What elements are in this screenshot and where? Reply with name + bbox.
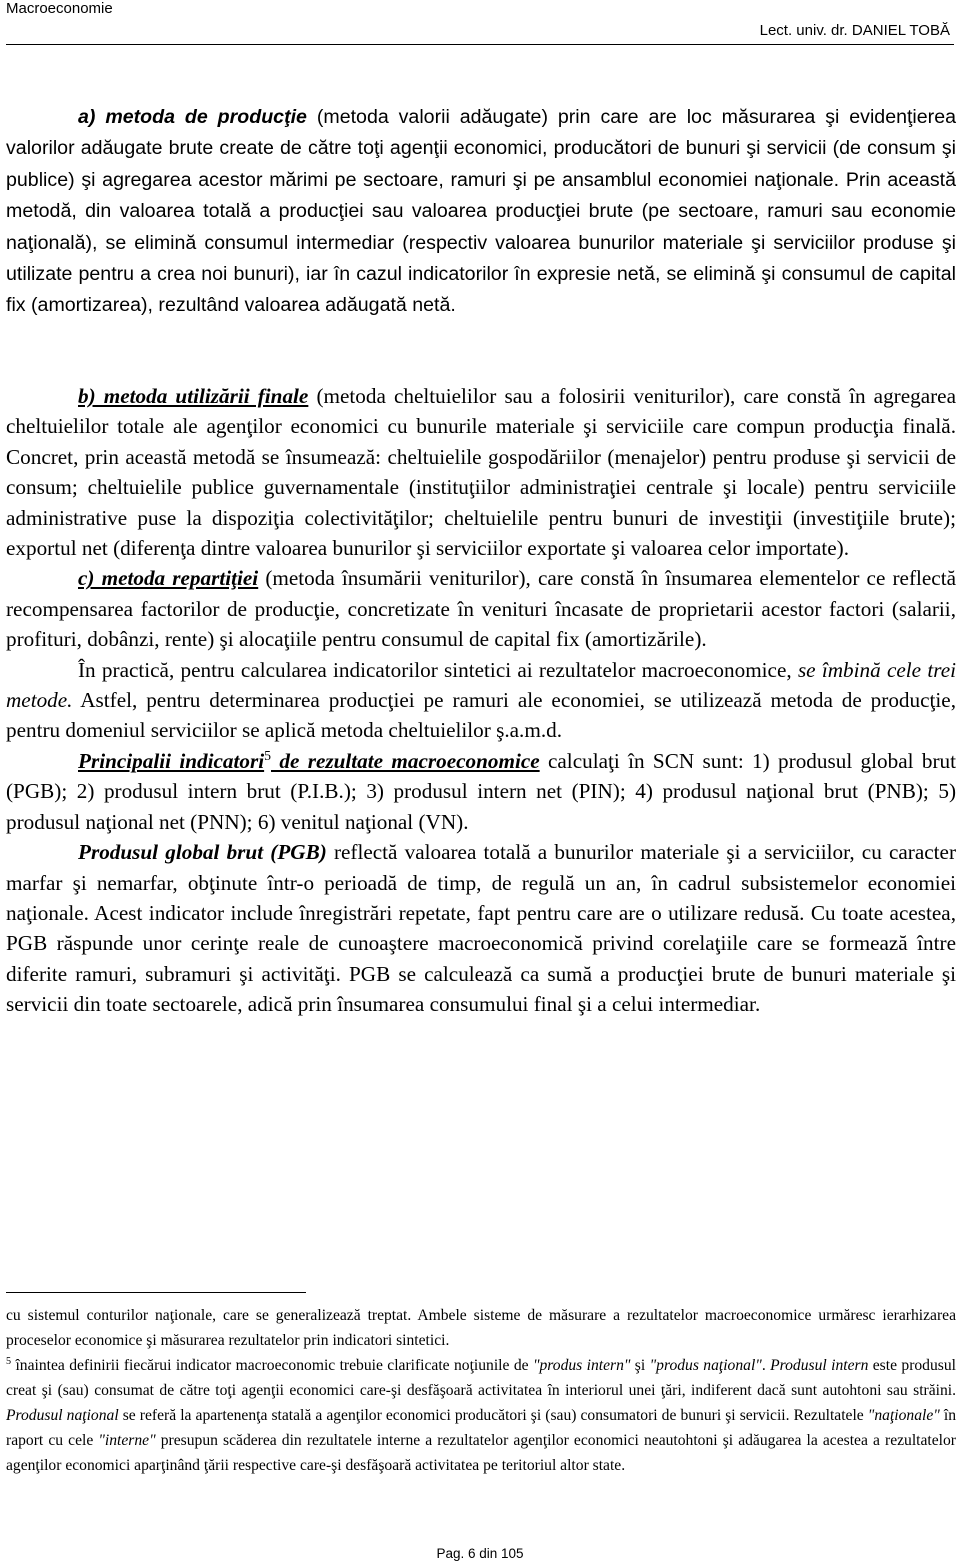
footnote-5-text: înaintea definirii fiecărui indicator macroeconomic trebuie clarificate noţiunile de — [11, 1357, 533, 1374]
footnote-5-term-intern: "produs intern" — [532, 1357, 631, 1374]
production-method-text-b: Prin această metodă, din valoarea totală a producţiei sau valoarea producţiei brute (pe sectoare, ramuri sau economie naţională), se elimină consumul intermediar (respectiv valoarea bunurilor materiale şi serviciilor produse şi utilizate pentru a crea noi bunuri), iar în cazul indicatorilor în expresie netă, se elimină şi consumul de capital fix (amortizarea), rezultând valoarea adăugată netă. — [6, 168, 957, 317]
footnote-5-term-nationale: "naţionale" — [867, 1407, 940, 1424]
footnote-5-term-produs-intern: Produsul intern — [770, 1357, 869, 1374]
footnote-5-text: presupun scăderea din rezultatele interne a rezultatelor agenţilor economici neautohtoni şi adăugarea la acestea a rezultatelor agenţilor economici aparţinând ţării respective care-şi desfăşoară activitatea pe teritoriul altor state. — [6, 1432, 956, 1474]
footnote-5-text: este produsul creat şi (sau) consumat de către toţi agenţii economici care-şi desfăşoară activitatea în interiorul unei ţări, indiferent dacă sunt autohtoni sau străini. — [6, 1357, 956, 1399]
header-divider — [6, 44, 954, 45]
pgb-text: reflectă valoarea totală a bunurilor materiale şi a serviciilor, cu caracter marfar şi nemarfar, obţinute într-o perioadă de timp, de regulă un an, în cadrul subsistemelor economiei naţionale. Acest indicator include înregistrări repetate, fapt pentru care are o utilizare redusă. Cu toate acestea, PGB răspunde unor cerinţe reale de cunoaştere macroeconomică privind corelaţiile care se formează între diferite ramuri, subramuri şi activităţi. PGB se calculează ca sumă a producţiei brute de bunuri materiale şi servicii din toate sectoarele, adică prin însumarea consumului final şi a celui intermediar. — [6, 840, 957, 1017]
distribution-method-text: (metoda însumării veniturilor), care constă în însumarea elementelor ce reflectă recompensarea factorilor de producţie, concretizate în venituri încasate de proprietarii acestor factori (salarii, profituri, dobânzi, rente) şi alocaţiile pentru consumul de capital fix (amortizările). — [6, 566, 956, 652]
footnote-5-number: 5 — [6, 1355, 12, 1367]
paragraph-indicators — [6, 746, 956, 837]
term-distribution-method: c) metoda repartiţiei — [78, 566, 259, 591]
footnote-continued: cu sistemul conturilor naţionale, care se generalizează treptat. Ambele sisteme de măsurare a rezultatelor macroeconomice urmăresc ierarhizarea proceselor economice şi măsurarea rezultatelor prin indicatori sintetici. — [6, 1307, 956, 1349]
footnote-5-text: se referă la apartenenţa statală a agenţilor economici producători şi (sau) consumatori de bunuri şi servicii. Rezultatele — [118, 1407, 868, 1424]
term-production-method: a) metoda de producţie — [78, 106, 307, 128]
term-final-use-method: b) metoda utilizării finale — [78, 384, 309, 408]
footnote-5 — [6, 1353, 956, 1478]
paragraph-distribution-method — [6, 563, 956, 654]
paragraph-pgb — [6, 837, 956, 1019]
paragraph-practice — [6, 655, 956, 746]
term-pgb: Produsul global brut (PGB) — [78, 840, 327, 865]
footnote-5-text: . — [761, 1357, 771, 1374]
term-indicators-2: de rezultate macroeconomice — [271, 748, 540, 773]
footnote-divider — [6, 1292, 306, 1293]
footnote-5-term-produs-national: Produsul naţional — [6, 1407, 119, 1424]
final-use-method-text: (metoda cheltuielilor sau a folosirii veniturilor), care constă în agregarea cheltuielilor totale ale agenţilor economici cu bunurile materiale şi serviciile care compun producţia finală. Concret, prin această metodă se însumează: cheltuielile gospodăriilor (menajelor) pentru produse şi servicii de consum; cheltuielile publice guvernamentale (instituţiilor administraţiei centrale şi locale) pentru serviciile administrative puse la dispoziţia colectivităţilor; cheltuielile pentru bunuri de investiţii (investiţiile brute); exportul net (diferenţa dintre valoarea bunurilor şi serviciilor exportate şi valoarea celor importate). — [6, 384, 956, 561]
production-method-text-a: (metoda valorii adăugate) prin care are loc măsurarea şi evidenţierea valorilor adăugate brute create de către toţi agenţii economici, producători de bunuri şi servicii (de consum şi publice) şi agregarea acestor mărimi pe sectoare, ramuri şi pe ansamblul economiei naţionale. — [6, 106, 957, 191]
term-indicators-1: Principalii indicatori — [78, 748, 265, 773]
paragraph-final-use-method — [6, 381, 956, 563]
header-author: Lect. univ. dr. DANIEL TOBĂ — [759, 22, 950, 39]
main-body — [6, 381, 956, 1020]
paragraph-production-method — [6, 101, 956, 321]
practice-text-1: În practică, pentru calcularea indicatorilor sintetici ai rezultatelor macroeconomice, — [78, 657, 798, 682]
footnote-ref-5: 5 — [264, 747, 271, 763]
footnote-5-text: şi — [630, 1357, 650, 1374]
practice-text-2: Astfel, pentru determinarea producţiei pe ramuri ale economiei, se utilizează metoda de producţie, pentru domeniul serviciilor se aplică metoda cheltuielilor ş.a.m.d. — [6, 688, 956, 743]
page-number: Pag. 6 din 105 — [436, 1546, 524, 1561]
header-title: Macroeconomie — [6, 0, 113, 17]
footnote-5-term-national: "produs naţional" — [649, 1357, 762, 1374]
footnotes — [6, 1303, 956, 1478]
footnote-5-term-interne: "interne" — [98, 1432, 156, 1449]
practice-italic: se îmbină cele trei metode. — [6, 657, 956, 713]
footnote-5-text: în raport cu cele — [6, 1407, 956, 1449]
indicators-text: calculaţi în SCN sunt: 1) produsul global brut (PGB); 2) produsul intern brut (P.I.B.); 3) produsul intern net (PIN); 4) produsul naţional brut (PNB); 5) produsul naţional net (PNN); 6) venitul naţional (VN). — [6, 748, 956, 834]
